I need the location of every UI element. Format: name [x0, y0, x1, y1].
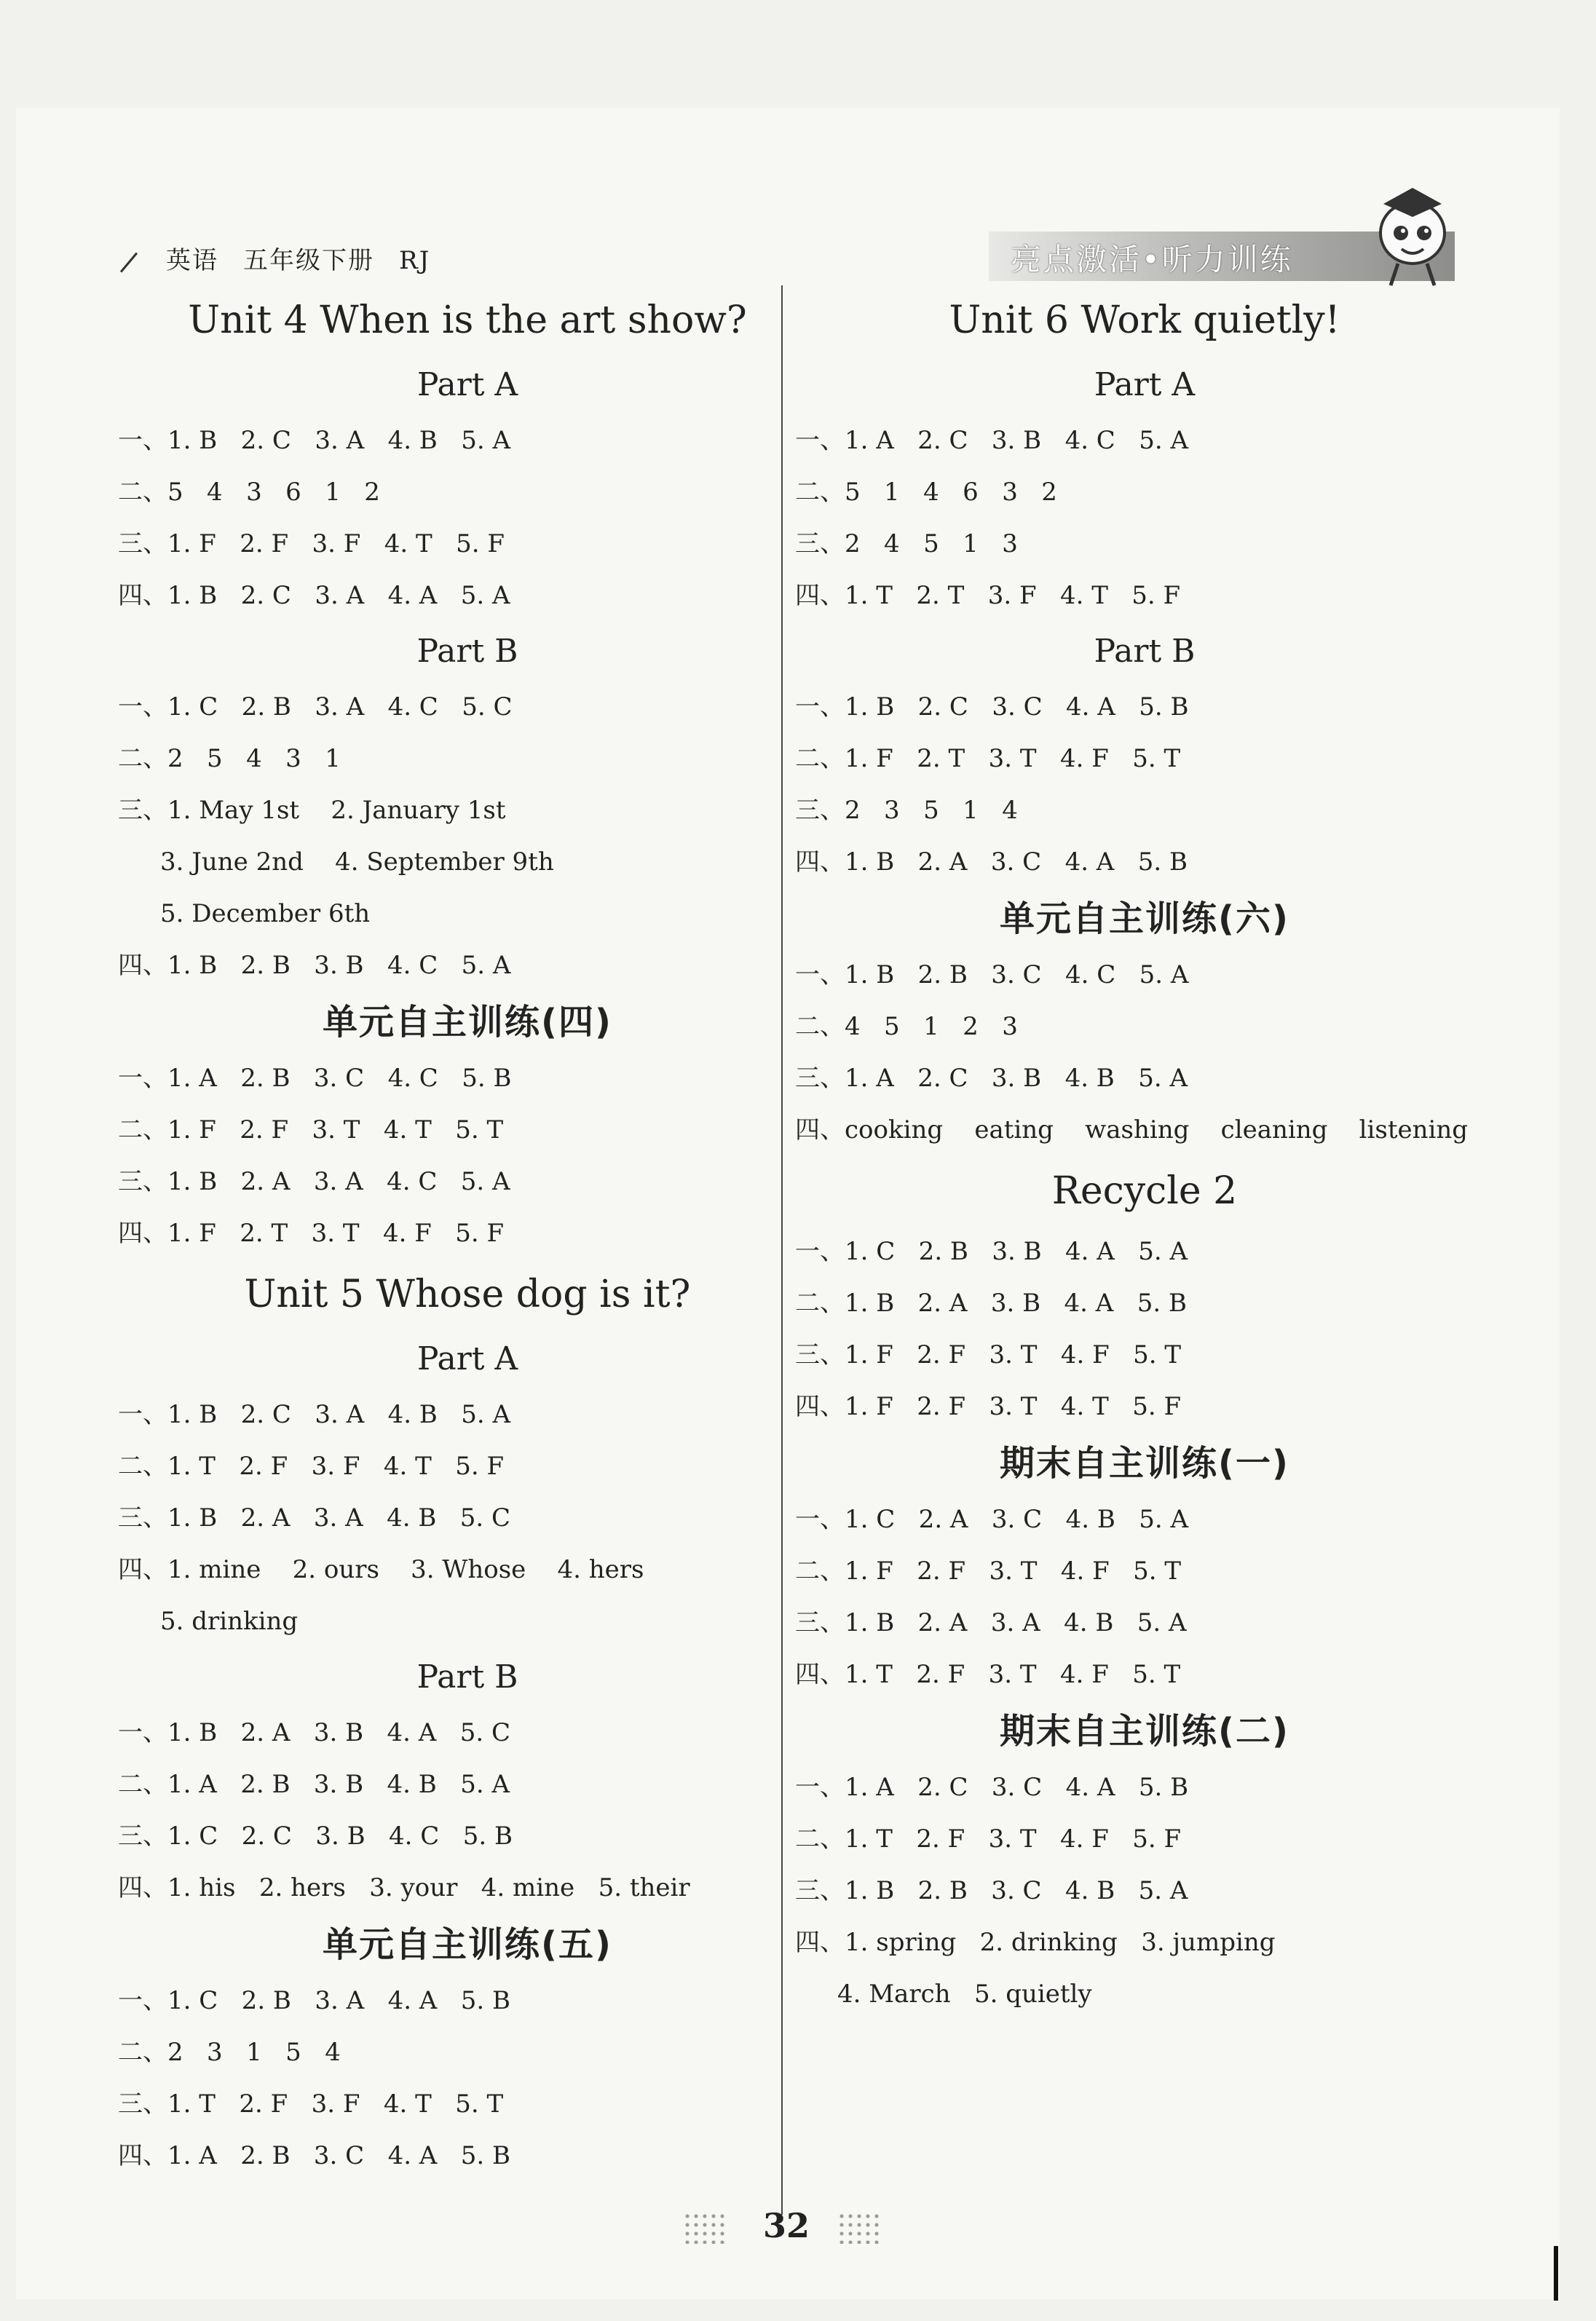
answer-line-continued: 4. March 5. quietly	[837, 1980, 1092, 2009]
answer-line: 二、2 5 4 3 1	[118, 744, 341, 773]
answer-line: 三、1. A 2. C 3. B 4. B 5. A	[795, 1064, 1188, 1093]
answer-line: 四、1. B 2. C 3. A 4. A 5. A	[118, 581, 510, 610]
section-title: 单元自主训练(六)	[1000, 898, 1289, 939]
answer-line: 一、1. B 2. C 3. A 4. B 5. A	[118, 426, 511, 455]
answer-line: 三、1. C 2. C 3. B 4. C 5. B	[118, 1822, 513, 1851]
answer-line: 一、1. A 2. B 3. C 4. C 5. B	[118, 1064, 512, 1093]
answer-line: 三、1. May 1st 2. January 1st	[118, 796, 506, 825]
answer-line: 一、1. C 2. B 3. A 4. A 5. B	[118, 1986, 511, 2015]
mascot-icon	[1369, 182, 1456, 291]
answer-line: 四、1. F 2. T 3. T 4. F 5. F	[118, 1219, 505, 1248]
header-subject: 英语	[166, 246, 218, 275]
unit-title: Unit 5 Whose dog is it?	[244, 1273, 691, 1316]
answer-line: 三、1. F 2. F 3. T 4. F 5. T	[795, 1340, 1182, 1369]
answer-line: 二、1. A 2. B 3. B 4. B 5. A	[118, 1770, 510, 1799]
answer-line: 三、1. F 2. F 3. F 4. T 5. F	[118, 529, 505, 558]
left-column	[118, 285, 817, 2182]
section-title: 期末自主训练(二)	[1000, 1711, 1289, 1752]
answer-line: 三、1. B 2. A 3. A 4. B 5. C	[118, 1503, 511, 1533]
part-title: Part B	[416, 1658, 518, 1696]
unit-title: Unit 6 Work quietly!	[949, 298, 1340, 342]
answer-line: 四、1. T 2. F 3. T 4. F 5. T	[795, 1660, 1181, 1689]
answer-line: 二、1. B 2. A 3. B 4. A 5. B	[795, 1289, 1187, 1318]
answer-line: 二、1. T 2. F 3. F 4. T 5. F	[118, 1452, 505, 1481]
header-grade: 五年级下册	[243, 246, 374, 275]
answer-line: 四、1. B 2. B 3. B 4. C 5. A	[118, 951, 511, 980]
answer-line: 二、1. T 2. F 3. T 4. F 5. F	[795, 1824, 1182, 1854]
part-title: Part B	[1094, 633, 1196, 670]
answer-line-continued: 3. June 2nd 4. September 9th	[160, 847, 554, 877]
answer-line: 三、1. T 2. F 3. F 4. T 5. T	[118, 2089, 504, 2119]
unit-title: Recycle 2	[1051, 1169, 1238, 1213]
right-column	[795, 285, 1494, 2020]
page-number: 32	[762, 2206, 810, 2245]
answer-line: 二、1. F 2. T 3. T 4. F 5. T	[795, 744, 1181, 773]
answer-line: 四、1. A 2. B 3. C 4. A 5. B	[118, 2141, 511, 2170]
decorative-dots-right	[837, 2212, 881, 2244]
answer-line-continued: 5. December 6th	[160, 899, 371, 928]
answer-line: 三、2 4 5 1 3	[795, 529, 1018, 558]
answer-line: 二、2 3 1 5 4	[118, 2038, 341, 2067]
part-title: Part A	[416, 366, 518, 403]
answer-line: 四、cooking eating washing cleaning listening	[795, 1115, 1469, 1144]
answer-line: 四、1. T 2. T 3. F 4. T 5. F	[795, 581, 1181, 610]
answer-line: 二、1. F 2. F 3. T 4. T 5. T	[118, 1115, 504, 1144]
header-banner-text: 亮点激活•听力训练	[1011, 242, 1293, 277]
answer-line: 三、1. B 2. A 3. A 4. C 5. A	[118, 1167, 510, 1196]
header-edition: RJ	[399, 246, 431, 275]
decorative-dots-left	[683, 2212, 727, 2244]
answer-line: 二、5 1 4 6 3 2	[795, 478, 1057, 507]
part-title: Part A	[1094, 366, 1196, 403]
answer-line: 二、1. F 2. F 3. T 4. F 5. T	[795, 1557, 1182, 1586]
answer-line: 四、1. his 2. hers 3. your 4. mine 5. their	[118, 1873, 690, 1902]
answer-line: 四、1. F 2. F 3. T 4. T 5. F	[795, 1392, 1182, 1421]
section-title: 单元自主训练(四)	[323, 1002, 612, 1043]
answer-line: 四、1. mine 2. ours 3. Whose 4. hers	[118, 1555, 644, 1584]
slash-icon	[120, 252, 138, 272]
answer-line: 三、1. B 2. A 3. A 4. B 5. A	[795, 1608, 1187, 1637]
section-title: 单元自主训练(五)	[323, 1924, 612, 1965]
answer-line: 一、1. C 2. B 3. A 4. C 5. C	[118, 692, 513, 721]
answer-line: 一、1. C 2. A 3. C 4. B 5. A	[795, 1505, 1189, 1534]
unit-title: Unit 4 When is the art show?	[188, 298, 747, 342]
section-title: 期末自主训练(一)	[1000, 1443, 1289, 1484]
part-title: Part B	[416, 633, 518, 670]
column-divider	[781, 285, 783, 2215]
answer-line: 一、1. B 2. B 3. C 4. C 5. A	[795, 960, 1189, 989]
answer-line: 一、1. A 2. C 3. B 4. C 5. A	[795, 426, 1189, 455]
answer-line: 一、1. C 2. B 3. B 4. A 5. A	[795, 1237, 1188, 1266]
answer-line-continued: 5. drinking	[160, 1607, 299, 1636]
answer-line: 二、5 4 3 6 1 2	[118, 478, 380, 507]
answer-line: 一、1. B 2. C 3. C 4. A 5. B	[795, 692, 1189, 721]
answer-line: 一、1. B 2. C 3. A 4. B 5. A	[118, 1400, 511, 1429]
answer-line: 一、1. B 2. A 3. B 4. A 5. C	[118, 1718, 511, 1747]
part-title: Part A	[416, 1340, 518, 1377]
edge-mark	[1554, 2246, 1558, 2301]
answer-line: 三、2 3 5 1 4	[795, 796, 1018, 825]
answer-line: 二、4 5 1 2 3	[795, 1012, 1018, 1041]
answer-line: 四、1. B 2. A 3. C 4. A 5. B	[795, 847, 1188, 877]
book-header	[116, 240, 455, 276]
answer-line: 三、1. B 2. B 3. C 4. B 5. A	[795, 1876, 1188, 1905]
answer-line: 四、1. spring 2. drinking 3. jumping	[795, 1928, 1276, 1957]
answer-line: 一、1. A 2. C 3. C 4. A 5. B	[795, 1773, 1189, 1802]
